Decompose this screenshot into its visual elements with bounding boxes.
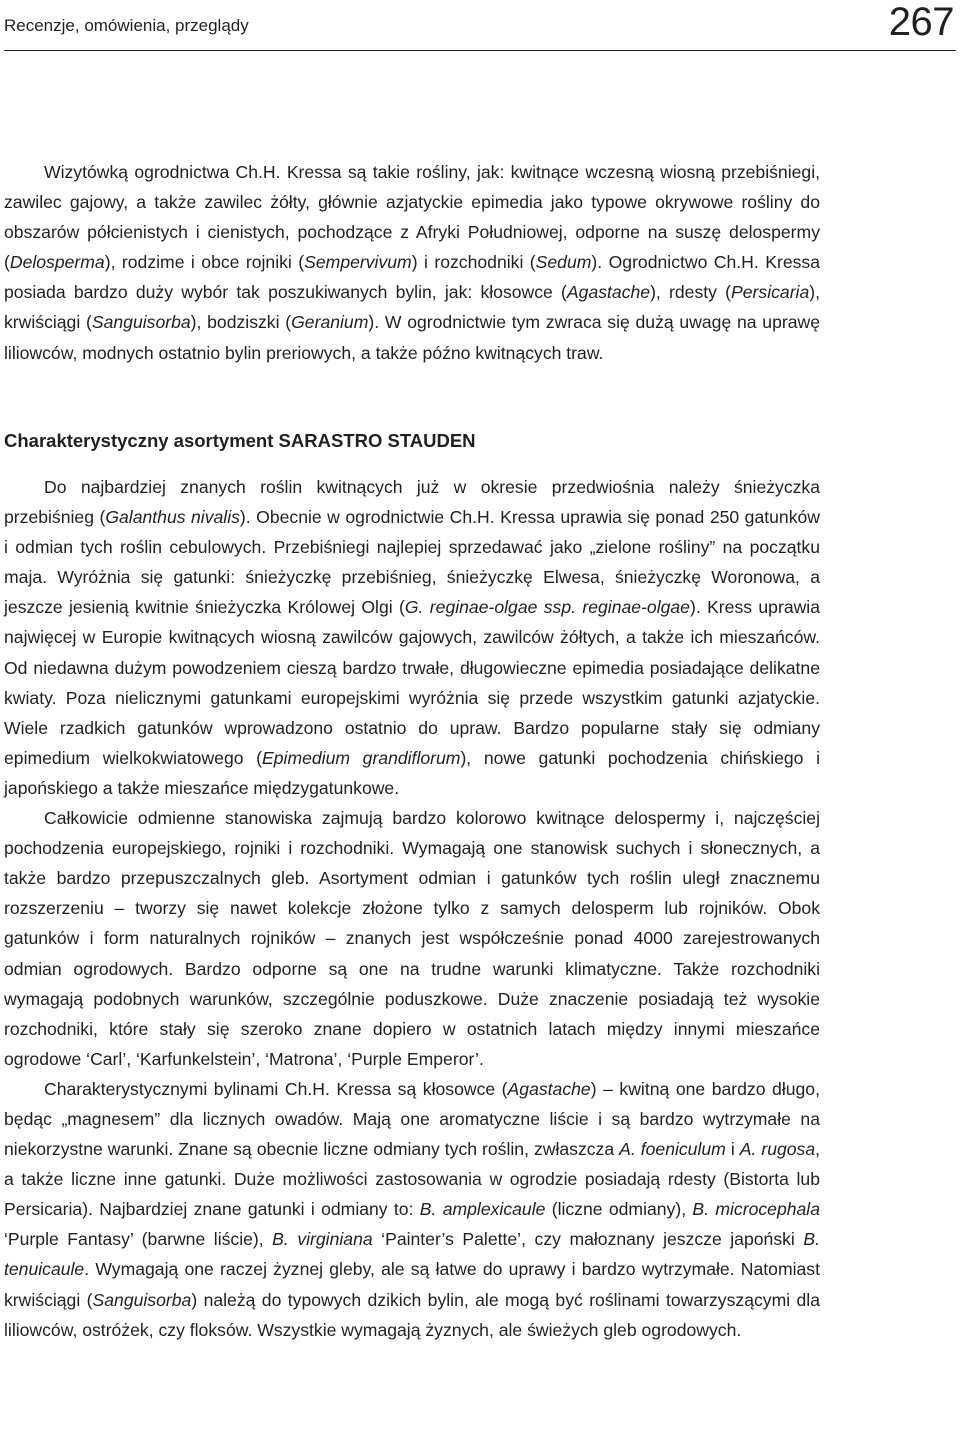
main-text [4,472,820,1345]
body-paragraph: Całkowicie odmienne stanowiska zajmują bardzo kolorowo kwitnące delospermy i, najczęściej pochodzenia europejskiego, rojniki i rozchodniki. Wymagają one stanowisk suchych i słonecznych, a także bardzo przepuszczalnych gleb. Asortyment odmian i gatunków tych roślin uległ znacznemu rozszerzeniu – tworzy się nawet kolekcje złożone tylko z samych delosperm lub rojników. Obok gatunków i form naturalnych rojników – znanych jest współcześnie ponad 4000 zarejestrowanych odmian ogrodowych. Bardzo odporne są one na trudne warunki klimatyczne. Także rozchodniki wymagają podobnych warunków, szczególnie poduszkowe. Duże znaczenie posiadają też wysokie rozchodniki, które stały się szeroko znane dopiero w ostatnich latach między innymi mieszańce ogrodowe ‘Carl’, ‘Karfunkelstein’, ‘Matrona’, ‘Purple Emperor’. [4,808,820,1069]
running-head-title: Recenzje, omówienia, przeglądy [4,16,249,35]
body-paragraph: Charakterystycznymi bylinami Ch.H. Kressa są kłosowce (Agastache) – kwitną one bardzo długo, będąc „magnesem” dla licznych owadów. Mają one aromatyczne liście i są bardzo wytrzymałe na niekorzystne warunki. Znane są obecnie liczne odmiany tych roślin, zwłaszcza A. foeniculum i A. rugosa, a także liczne inne gatunki. Duże możliwości zastosowania w ogrodzie posiadają rdesty (Bistorta lub Persicaria). Najbardziej znane gatunki i odmiany to: B. amplexicaule (liczne odmiany), B. microcephala ‘Purple Fantasy’ (barwne liście), B. virginiana ‘Painter’s Palette’, czy małoznany jeszcze japoński B. tenuicaule. Wymagają one raczej żyznej gleby, ale są łatwe do uprawy i bardzo wytrzymałe. Natomiast krwiściągi (Sanguisorba) należą do typowych dzikich bylin, ale mogą być roślinami towarzyszącymi dla liliowców, ostróżek, czy floksów. Wszystkie wymagają żyznych, ale świeżych gleb ogrodowych. [4,1078,821,1340]
intro-paragraph: Wizytówką ogrodnictwa Ch.H. Kressa są takie rośliny, jak: kwitnące wczesną wiosną przebiśniegi, zawilec gajowy, a także zawilec żółty, głównie azjatyckie epimedia jako typowe okrywowe rośliny do obszarów półcienistych i cienistych, pochodzące z Afryki Południowej, odporne na suszę delospermy (Delosperma), rodzime i obce rojniki (Sempervivum) i rozchodniki (Sedum). Ogrodnictwo Ch.H. Kressa posiada bardzo duży wybór tak poszukiwanych bylin, jak: kłosowce (Agastache), rdesty (Persicaria), krwiściągi (Sanguisorba), bodziszki (Geranium). W ogrodnictwie tym zwraca się dużą uwagę na uprawę liliowców, modnych ostatnio bylin preriowych, a także późno kwitnących traw. [4,162,820,363]
body-paragraph: Do najbardziej znanych roślin kwitnących już w okresie przedwiośnia należy śnieżyczka przebiśnieg (Galanthus nivalis). Obecnie w ogrodnictwie Ch.H. Kressa uprawia się ponad 250 gatunków i odmian tych roślin cebulowych. Przebiśniegi najlepiej sprzedawać jako „zielone rośliny” na początku maja. Wyróżnia się gatunki: śnieżyczkę przebiśnieg, śnieżyczkę Elwesa, śnieżyczkę Woronowa, a jeszcze jesienią kwitnie śnieżyczka Królowej Olgi (G. reginae-olgae ssp. reginae-olgae). Kress uprawia najwięcej w Europie kwitnących wiosną zawilców gajowych, zawilców żółtych, a także ich mieszańców. Od niedawna dużym powodzeniem cieszą bardzo trwałe, długowieczne epimedia posiadające delikatne kwiaty. Poza nielicznymi gatunkami europejskimi wyróżnia się przede wszystkim gatunki azjatyckie. Wiele rzadkich gatunków wprowadzono ostatnio do upraw. Bardzo popularne stały się odmiany epimedium wielkokwiatowego (Epimedium grandiflorum), nowe gatunki pochodzenia chińskiego i japońskiego a także mieszańce międzygatunkowe. [4,477,821,798]
page-number: 267 [888,0,954,44]
running-head [4,0,956,51]
section-heading: Charakterystyczny asortyment SARASTRO STAUDEN [4,430,476,451]
intro-text [4,157,820,368]
